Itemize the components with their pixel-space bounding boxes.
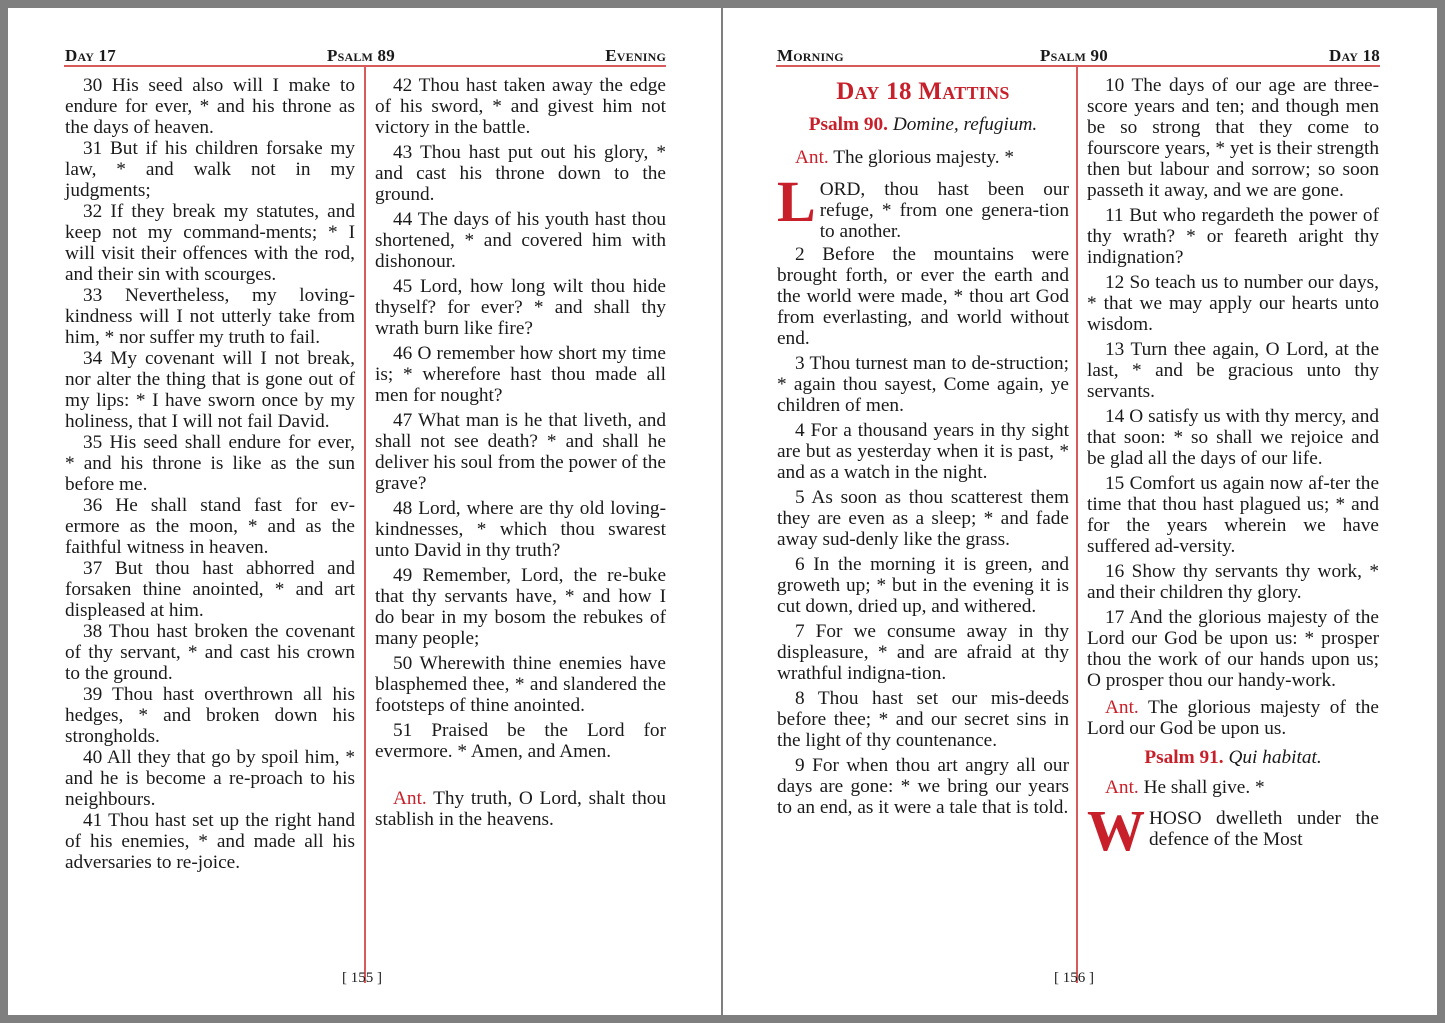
antiphon-text: The glorious majesty. *: [833, 147, 1015, 168]
header-office: Evening: [605, 46, 666, 65]
antiphon-label: Ant.: [1105, 697, 1139, 718]
antiphon-label: Ant.: [393, 788, 427, 809]
verse: 9 For when thou art angry all our days are gone: * we bring our years to an end, as it were a tale that is told.: [777, 755, 1069, 818]
psalm-heading: [777, 114, 1069, 135]
verse: 11 But who regardeth the power of thy wrath? * or feareth aright thy indignation?: [1087, 205, 1379, 268]
antiphon: [1087, 697, 1379, 739]
verse: 4 For a thousand years in thy sight are but as yesterday when it is past, * and as a watch in the night.: [777, 420, 1069, 483]
verse: [777, 169, 1069, 242]
antiphon: [1087, 777, 1379, 798]
column-divider: [364, 67, 366, 983]
verse: 6 In the morning it is green, and groweth up; * but in the evening it is cut down, dried up, and withered.: [777, 554, 1069, 617]
verse: 46 O remember how short my time is; * wherefore hast thou made all men for nought?: [375, 343, 666, 406]
header-office: Morning: [777, 46, 844, 65]
header-rule: [776, 65, 1380, 67]
verse: 10 The days of our age are three-score years and ten; and though men be so strong that they come to fourscore years, * yet is their strength then but labour and sorrow; so soon passeth it away, and we are gone.: [1087, 75, 1379, 201]
verse: 2 Before the mountains were brought forth, or ever the earth and the world were made, * thou art God from everlasting, and world without end.: [777, 244, 1069, 349]
psalm-incipit: Domine, refugium.: [892, 114, 1038, 135]
verse: 13 Turn thee again, O Lord, at the last, * and be gracious unto thy servants.: [1087, 339, 1379, 402]
verse: 51 Praised be the Lord for evermore. * Amen, and Amen.: [375, 720, 666, 762]
column-divider: [1076, 67, 1078, 983]
verse: 7 For we consume away in thy displeasure, * and are afraid at thy wrathful indigna-tion.: [777, 621, 1069, 684]
verse-text: HOSO dwelleth under the defence of the Most: [1149, 808, 1379, 850]
antiphon-label: Ant.: [795, 147, 829, 168]
verse: 12 So teach us to number our days, * that we may apply our hearts unto wisdom.: [1087, 272, 1379, 335]
psalm-number: Psalm 91.: [1144, 747, 1224, 768]
verse: 35 His seed shall endure for ever, * and his throne is like as the sun before me.: [65, 432, 355, 495]
drop-cap: L: [777, 169, 816, 234]
psalm-heading: [1087, 747, 1379, 768]
column-left: [65, 75, 355, 873]
verse: 50 Wherewith thine enemies have blasphemed thee, * and slandered the footsteps of thine anointed.: [375, 653, 666, 716]
antiphon-text: He shall give. *: [1143, 777, 1265, 798]
verse-text: ORD, thou hast been our refuge, * from one genera-tion to another.: [819, 179, 1069, 242]
verse-list: [777, 244, 1069, 818]
verse: 44 The days of his youth hast thou shortened, * and covered him with dishonour.: [375, 209, 666, 272]
verse: 33 Nevertheless, my loving-kindness will I not utterly take from him, * nor suffer my truth to fail.: [65, 285, 355, 348]
verse: 14 O satisfy us with thy mercy, and that soon: * so shall we rejoice and be glad all the days of our life.: [1087, 406, 1379, 469]
verse: 32 If they break my statutes, and keep not my command-ments; * I will visit their offences with the rod, and their sin with scourges.: [65, 201, 355, 285]
antiphon: [777, 147, 1069, 168]
antiphon-text: Thy truth, O Lord, shalt thou stablish in the heavens.: [375, 788, 666, 830]
verse: 48 Lord, where are thy old loving-kindnesses, * which thou swarest unto David in thy truth?: [375, 498, 666, 561]
header-psalm: Psalm 90: [1040, 46, 1108, 65]
column-left: [777, 75, 1069, 818]
verse: 5 As soon as thou scatterest them they are even as a sleep; * and fade away sud-denly like the grass.: [777, 487, 1069, 550]
antiphon: [375, 788, 666, 830]
verse: 31 But if his children forsake my law, * and walk not in my judgments;: [65, 138, 355, 201]
verse: 17 And the glorious majesty of the Lord our God be upon us: * prosper thou the work of our hands upon us; O prosper thou our handy-work.: [1087, 607, 1379, 691]
verse: 37 But thou hast abhorred and forsaken thine anointed, * and art displeased at him.: [65, 558, 355, 621]
verse: 41 Thou hast set up the right hand of his enemies, * and made all his adversaries to re-joice.: [65, 810, 355, 873]
antiphon-label: Ant.: [1105, 777, 1139, 798]
verse: 15 Comfort us again now af-ter the time that thou hast plagued us; * and for the years wherein we have suffered ad-versity.: [1087, 473, 1379, 557]
header-day: Day 17: [65, 46, 116, 65]
psalm-number: Psalm 90.: [808, 114, 888, 135]
column-right: [1087, 75, 1379, 863]
verse: 47 What man is he that liveth, and shall not see death? * and shall he deliver his soul from the power of the grave?: [375, 410, 666, 494]
header-psalm: Psalm 89: [327, 46, 395, 65]
verse: 36 He shall stand fast for ev-ermore as the moon, * and as the faithful witness in heaven.: [65, 495, 355, 558]
left-page: [8, 8, 721, 1015]
right-page: [723, 8, 1437, 1015]
verse: 39 Thou hast overthrown all his hedges, * and broken down his strongholds.: [65, 684, 355, 747]
verse: 40 All they that go by spoil him, * and he is become a re-proach to his neighbours.: [65, 747, 355, 810]
page-number: [ 156 ]: [1054, 970, 1094, 986]
drop-cap: W: [1087, 798, 1145, 863]
verse: 38 Thou hast broken the covenant of thy servant, * and cast his crown to the ground.: [65, 621, 355, 684]
verse: [1087, 798, 1379, 863]
office-title: Day 18 Mattins: [836, 78, 1010, 105]
verse: 3 Thou turnest man to de-struction; * again thou sayest, Come again, ye children of men.: [777, 353, 1069, 416]
verse: 43 Thou hast put out his glory, * and cast his throne down to the ground.: [375, 142, 666, 205]
antiphon-text: The glorious majesty of the Lord our God be upon us.: [1087, 697, 1379, 739]
verse: 45 Lord, how long wilt thou hide thyself? for ever? * and shall thy wrath burn like fire?: [375, 276, 666, 339]
verse: 49 Remember, Lord, the re-buke that thy servants have, * and how I do bear in my bosom the rebukes of many people;: [375, 565, 666, 649]
verse-list: [1087, 75, 1379, 691]
verse: 30 His seed also will I make to endure for ever, * and his throne as the days of heaven.: [65, 75, 355, 138]
verse: 8 Thou hast set our mis-deeds before thee; * and our secret sins in the light of thy countenance.: [777, 688, 1069, 751]
page-number: [ 155 ]: [342, 970, 382, 986]
column-right: [375, 75, 666, 830]
verse: 34 My covenant will I not break, nor alter the thing that is gone out of my lips: * I have sworn once by my holiness, that I will not fail David.: [65, 348, 355, 432]
header-day: Day 18: [1329, 46, 1380, 65]
verse: 16 Show thy servants thy work, * and their children thy glory.: [1087, 561, 1379, 603]
verse: 42 Thou hast taken away the edge of his sword, * and givest him not victory in the battle.: [375, 75, 666, 138]
psalm-incipit: Qui habitat.: [1228, 747, 1322, 768]
